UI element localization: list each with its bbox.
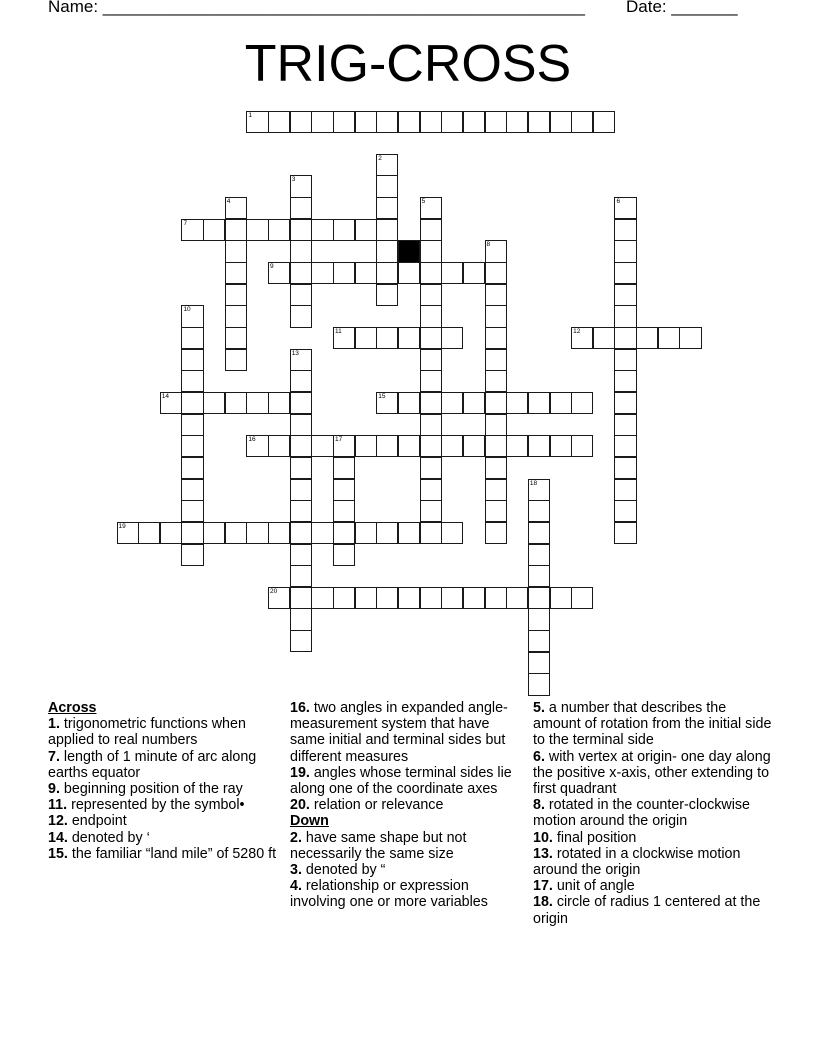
grid-cell[interactable] — [203, 392, 225, 414]
grid-cell[interactable] — [268, 587, 290, 609]
clue-number: 12 — [573, 328, 581, 335]
down-clue-10: 10. final position — [533, 829, 637, 846]
grid-cell[interactable] — [463, 392, 485, 414]
down-clue-18: 18. circle of radius 1 centered at the origin — [533, 894, 761, 927]
clue-number: 4 — [226, 198, 231, 206]
grid-cell[interactable] — [593, 327, 615, 349]
grid-cell[interactable] — [290, 197, 312, 219]
grid-cell[interactable] — [485, 240, 507, 262]
grid-cell[interactable] — [181, 219, 203, 241]
clue-number: 1 — [248, 111, 253, 119]
grid-cell[interactable] — [420, 327, 442, 349]
clues-column-3 — [533, 700, 773, 927]
grid-cell[interactable] — [614, 327, 636, 349]
grid-cell[interactable] — [614, 262, 636, 284]
clues-column-2 — [290, 700, 526, 911]
grid-cell[interactable] — [333, 111, 355, 133]
grid-cell[interactable] — [246, 219, 268, 241]
down-clue-6: 6. with vertex at origin- one day along the positive x-axis, other extending to first quadrant — [533, 748, 771, 798]
across-clue-9: 9. beginning position of the ray — [48, 781, 243, 798]
down-clue-13: 13. rotated in a clockwise motion around the origin — [533, 845, 741, 879]
grid-cell[interactable] — [376, 154, 398, 176]
grid-cell[interactable] — [485, 349, 507, 371]
grid-cell[interactable] — [138, 522, 160, 544]
grid-cell[interactable] — [398, 435, 420, 457]
grid-cell[interactable] — [420, 284, 442, 306]
grid-cell[interactable] — [550, 392, 572, 414]
grid-cell[interactable] — [290, 305, 312, 327]
clues-column-1 — [48, 700, 278, 862]
grid-cell[interactable] — [333, 544, 355, 566]
grid-cell[interactable] — [420, 240, 442, 262]
grid-cell[interactable] — [506, 435, 528, 457]
grid-cell[interactable] — [420, 522, 442, 544]
grid-cell[interactable] — [290, 500, 312, 522]
grid-cell[interactable] — [376, 284, 398, 306]
grid-cell[interactable] — [290, 370, 312, 392]
clue-number: 20 — [270, 587, 278, 595]
date-field-label: Date: _______ — [626, 0, 738, 16]
grid-cell[interactable] — [420, 111, 442, 133]
clue-number: 16 — [248, 436, 256, 444]
grid-cell[interactable] — [181, 414, 203, 436]
grid-cell[interactable] — [420, 219, 442, 241]
grid-cell[interactable] — [528, 435, 550, 457]
grid-cell[interactable] — [420, 262, 442, 284]
grid-cell[interactable] — [181, 392, 203, 414]
grid-cell[interactable] — [614, 219, 636, 241]
grid-cell[interactable] — [614, 414, 636, 436]
grid-cell[interactable] — [485, 327, 507, 349]
grid-cell[interactable] — [268, 111, 290, 133]
grid-cell[interactable] — [290, 435, 312, 457]
grid-cell[interactable] — [441, 111, 463, 133]
across-clue-14: 14. denoted by ‘ — [48, 829, 150, 846]
grid-cell[interactable] — [290, 457, 312, 479]
grid-cell[interactable] — [463, 587, 485, 609]
grid-cell[interactable] — [614, 435, 636, 457]
grid-cell[interactable] — [506, 392, 528, 414]
grid-cell[interactable] — [225, 240, 247, 262]
grid-cell[interactable] — [528, 479, 550, 501]
grid-cell[interactable] — [420, 435, 442, 457]
grid-cell[interactable] — [571, 111, 593, 133]
grid-cell[interactable] — [268, 262, 290, 284]
grid-cell[interactable] — [225, 349, 247, 371]
grid-cell[interactable] — [485, 262, 507, 284]
grid-cell[interactable] — [376, 197, 398, 219]
grid-cell[interactable] — [528, 392, 550, 414]
grid-cell[interactable] — [528, 500, 550, 522]
grid-cell[interactable] — [290, 175, 312, 197]
grid-cell[interactable] — [420, 587, 442, 609]
grid-cell[interactable] — [181, 305, 203, 327]
grid-cell[interactable] — [290, 240, 312, 262]
grid-cell[interactable] — [160, 392, 182, 414]
grid-cell[interactable] — [420, 414, 442, 436]
clue-number: 14 — [161, 392, 170, 400]
grid-cell[interactable] — [333, 522, 355, 544]
grid-cell[interactable] — [485, 587, 507, 609]
grid-cell[interactable] — [225, 197, 247, 219]
grid-cell[interactable] — [420, 457, 442, 479]
grid-cell[interactable] — [398, 327, 420, 349]
grid-cell[interactable] — [355, 435, 377, 457]
grid-cell[interactable] — [420, 349, 442, 371]
grid-cell[interactable] — [290, 219, 312, 241]
grid-cell[interactable] — [355, 587, 377, 609]
grid-cell[interactable] — [528, 652, 550, 674]
grid-cell[interactable] — [181, 435, 203, 457]
grid-cell[interactable] — [376, 111, 398, 133]
grid-cell[interactable] — [614, 197, 636, 219]
grid-cell[interactable] — [614, 349, 636, 371]
grid-cell[interactable] — [355, 522, 377, 544]
grid-cell[interactable] — [268, 435, 290, 457]
grid-cell[interactable] — [355, 111, 377, 133]
across-clue-11: 11. represented by the symbol• — [48, 797, 245, 814]
down-clue-5: 5. a number that describes the amount of rotation from the initial side to the terminal side — [533, 700, 772, 749]
across-clue-7: 7. length of 1 minute of arc along earths equator — [48, 748, 257, 781]
down-heading: Down — [290, 813, 329, 830]
grid-cell[interactable] — [420, 500, 442, 522]
grid-cell[interactable] — [485, 305, 507, 327]
grid-cell[interactable] — [376, 392, 398, 414]
grid-cell[interactable] — [571, 392, 593, 414]
grid-cell[interactable] — [290, 392, 312, 414]
grid-cell[interactable] — [355, 327, 377, 349]
grid-cell[interactable] — [506, 111, 528, 133]
grid-cell[interactable] — [290, 544, 312, 566]
grid-cell[interactable] — [225, 262, 247, 284]
clue-number: 19 — [118, 522, 126, 530]
grid-cell[interactable] — [181, 479, 203, 501]
grid-cell[interactable] — [614, 457, 636, 479]
grid-cell[interactable] — [571, 587, 593, 609]
grid-cell[interactable] — [311, 522, 333, 544]
grid-cell[interactable] — [550, 111, 572, 133]
grid-cell[interactable] — [485, 522, 507, 544]
grid-cell[interactable] — [420, 197, 442, 219]
grid-cell[interactable] — [290, 414, 312, 436]
grid-cell[interactable] — [485, 500, 507, 522]
clue-number: 5 — [421, 198, 426, 206]
grid-cell[interactable] — [550, 587, 572, 609]
grid-cell[interactable] — [333, 327, 355, 349]
grid-cell[interactable] — [333, 262, 355, 284]
grid-cell[interactable] — [636, 327, 658, 349]
clue-number: 9 — [270, 263, 274, 271]
grid-cell[interactable] — [311, 435, 333, 457]
grid-cell[interactable] — [614, 479, 636, 501]
grid-cell[interactable] — [290, 284, 312, 306]
grid-cell[interactable] — [398, 262, 420, 284]
clue-number: 8 — [486, 241, 491, 249]
grid-cell[interactable] — [181, 522, 203, 544]
clue-number: 15 — [378, 392, 386, 400]
grid-cell[interactable] — [463, 262, 485, 284]
name-field-label: Name: ___________________________________________________ — [48, 0, 585, 16]
grid-cell[interactable] — [528, 608, 550, 630]
clue-number: 11 — [335, 328, 342, 335]
grid-cell[interactable] — [355, 219, 377, 241]
grid-cell[interactable] — [181, 500, 203, 522]
clue-number: 6 — [616, 198, 621, 206]
grid-cell[interactable] — [398, 522, 420, 544]
grid-cell[interactable] — [614, 284, 636, 306]
grid-cell[interactable] — [528, 111, 550, 133]
grid-cell[interactable] — [441, 262, 463, 284]
grid-cell[interactable] — [160, 522, 182, 544]
grid-cell[interactable] — [290, 111, 312, 133]
down-clue-2: 2. have same shape but not necessarily the same size — [290, 829, 467, 862]
grid-cell[interactable] — [246, 522, 268, 544]
grid-cell[interactable] — [333, 479, 355, 501]
grid-cell[interactable] — [441, 392, 463, 414]
down-clue-17: 17. unit of angle — [533, 878, 635, 895]
across-clue-15: 15. the familiar “land mile” of 5280 ft — [48, 845, 277, 862]
grid-cell[interactable] — [528, 544, 550, 566]
grid-cell[interactable] — [376, 240, 398, 262]
grid-cell[interactable] — [268, 219, 290, 241]
grid-cell[interactable] — [290, 565, 312, 587]
grid-cell[interactable] — [181, 349, 203, 371]
grid-cell[interactable] — [571, 327, 593, 349]
grid-cell[interactable] — [225, 219, 247, 241]
grid-cell[interactable] — [614, 522, 636, 544]
across-clue-12: 12. endpoint — [48, 813, 127, 830]
grid-cell[interactable] — [333, 219, 355, 241]
grid-cell[interactable] — [463, 111, 485, 133]
grid-cell[interactable] — [528, 673, 550, 695]
grid-cell[interactable] — [333, 457, 355, 479]
grid-cell[interactable] — [181, 544, 203, 566]
grid-cell[interactable] — [528, 522, 550, 544]
grid-cell[interactable] — [290, 349, 312, 371]
grid-cell[interactable] — [506, 587, 528, 609]
grid-cell[interactable] — [225, 392, 247, 414]
grid-cell[interactable] — [571, 435, 593, 457]
grid-cell[interactable] — [485, 284, 507, 306]
grid-cell-black — [398, 240, 420, 262]
grid-cell[interactable] — [485, 435, 507, 457]
grid-cell[interactable] — [333, 587, 355, 609]
grid-cell[interactable] — [181, 370, 203, 392]
grid-cell[interactable] — [181, 327, 203, 349]
clue-number: 18 — [529, 479, 538, 487]
grid-cell[interactable] — [550, 435, 572, 457]
grid-cell[interactable] — [420, 305, 442, 327]
grid-cell[interactable] — [311, 219, 333, 241]
grid-cell[interactable] — [376, 175, 398, 197]
grid-cell[interactable] — [485, 111, 507, 133]
grid-cell[interactable] — [614, 305, 636, 327]
grid-cell[interactable] — [485, 479, 507, 501]
grid-cell[interactable] — [117, 522, 139, 544]
grid-cell[interactable] — [268, 522, 290, 544]
down-clue-4: 4. relationship or expression involving one or more variables — [290, 878, 488, 911]
grid-cell[interactable] — [290, 587, 312, 609]
grid-cell[interactable] — [614, 370, 636, 392]
grid-cell[interactable] — [225, 522, 247, 544]
grid-cell[interactable] — [398, 392, 420, 414]
grid-cell[interactable] — [246, 392, 268, 414]
clue-number: 2 — [378, 154, 382, 162]
grid-cell[interactable] — [376, 522, 398, 544]
grid-cell[interactable] — [225, 305, 247, 327]
grid-cell[interactable] — [246, 111, 268, 133]
grid-cell[interactable] — [376, 327, 398, 349]
grid-cell[interactable] — [376, 587, 398, 609]
grid-cell[interactable] — [441, 327, 463, 349]
grid-cell[interactable] — [376, 435, 398, 457]
across-clue-1: 1. trigonometric functions when applied to real numbers — [48, 716, 246, 749]
grid-cell[interactable] — [528, 587, 550, 609]
grid-cell[interactable] — [463, 435, 485, 457]
clue-number: 17 — [335, 436, 343, 444]
grid-cell[interactable] — [485, 457, 507, 479]
grid-cell[interactable] — [311, 587, 333, 609]
grid-cell[interactable] — [246, 435, 268, 457]
across-clue-16: 16. two angles in expanded angle-measurement system that have same initial and terminal sides but different measures — [290, 700, 508, 765]
grid-cell[interactable] — [593, 111, 615, 133]
clue-number: 3 — [291, 176, 296, 184]
grid-cell[interactable] — [658, 327, 680, 349]
grid-cell[interactable] — [268, 392, 290, 414]
grid-cell[interactable] — [290, 630, 312, 652]
grid-cell[interactable] — [420, 479, 442, 501]
across-clue-19: 19. angles whose terminal sides lie along one of the coordinate axes — [290, 764, 512, 798]
grid-cell[interactable] — [290, 262, 312, 284]
clue-number: 7 — [183, 219, 188, 227]
clue-number: 10 — [183, 306, 191, 314]
grid-cell[interactable] — [181, 457, 203, 479]
grid-cell[interactable] — [376, 262, 398, 284]
grid-cell[interactable] — [485, 370, 507, 392]
grid-cell[interactable] — [203, 219, 225, 241]
across-heading: Across — [48, 700, 97, 716]
grid-cell[interactable] — [614, 500, 636, 522]
grid-cell[interactable] — [203, 522, 225, 544]
grid-cell[interactable] — [528, 565, 550, 587]
grid-cell[interactable] — [311, 111, 333, 133]
grid-cell[interactable] — [311, 262, 333, 284]
grid-cell[interactable] — [290, 608, 312, 630]
across-clue-20: 20. relation or relevance — [290, 797, 444, 814]
puzzle-title: TRIG-CROSS — [244, 35, 572, 93]
grid-cell[interactable] — [398, 587, 420, 609]
grid-cell[interactable] — [225, 327, 247, 349]
grid-cell[interactable] — [290, 522, 312, 544]
grid-cell[interactable] — [441, 435, 463, 457]
grid-cell[interactable] — [398, 111, 420, 133]
grid-cell[interactable] — [290, 479, 312, 501]
grid-cell[interactable] — [333, 435, 355, 457]
grid-cell[interactable] — [614, 240, 636, 262]
grid-cell[interactable] — [485, 414, 507, 436]
grid-cell[interactable] — [355, 262, 377, 284]
grid-cell[interactable] — [225, 284, 247, 306]
grid-cell[interactable] — [614, 392, 636, 414]
grid-cell[interactable] — [485, 392, 507, 414]
down-clue-8: 8. rotated in the counter-clockwise motion around the origin — [533, 797, 750, 830]
grid-cell[interactable] — [441, 522, 463, 544]
grid-cell[interactable] — [528, 630, 550, 652]
grid-cell[interactable] — [441, 587, 463, 609]
down-clue-3: 3. denoted by “ — [290, 862, 386, 879]
grid-cell[interactable] — [679, 327, 701, 349]
grid-cell[interactable] — [333, 500, 355, 522]
grid-cell[interactable] — [420, 392, 442, 414]
clue-number: 13 — [291, 349, 299, 357]
grid-cell[interactable] — [376, 219, 398, 241]
grid-cell[interactable] — [420, 370, 442, 392]
